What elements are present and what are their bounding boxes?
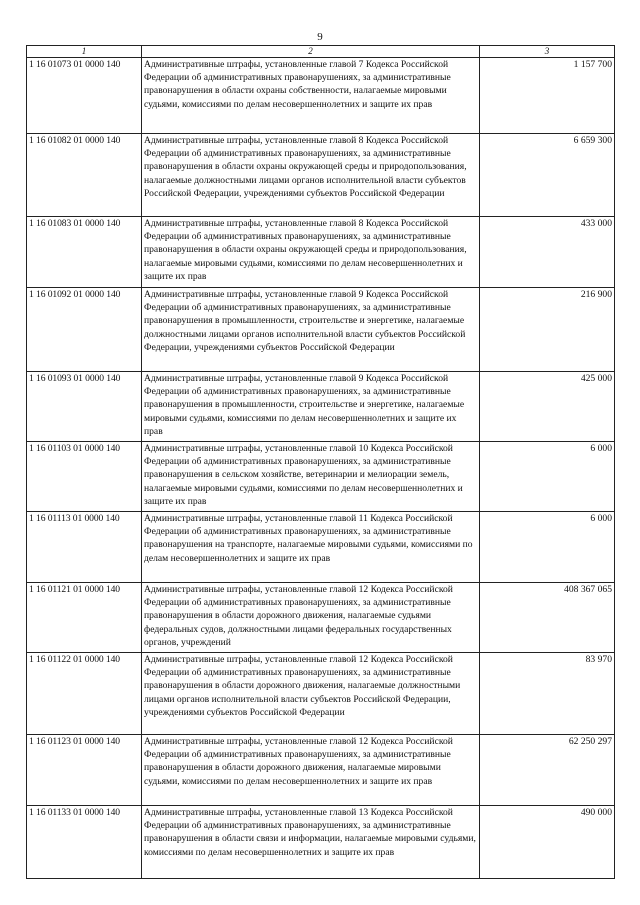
column-header-description: 2: [142, 46, 480, 58]
table-header-row: [27, 46, 615, 58]
row-amount: 425 000: [480, 372, 615, 442]
row-amount: 216 900: [480, 288, 615, 372]
row-code: 1 16 01083 01 0000 140: [27, 217, 142, 288]
row-amount: 433 000: [480, 217, 615, 288]
row-code: 1 16 01123 01 0000 140: [27, 735, 142, 806]
row-description: Административные штрафы, установленные главой 7 Кодекса Российской Федерации об административных правонарушениях, за административные правонарушения в области охраны собственности, налагаемые мировыми судьями, комиссиями по делам несовершеннолетних и защите их прав: [142, 58, 480, 134]
row-description: Административные штрафы, установленные главой 8 Кодекса Российской Федерации об административных правонарушениях, за административные правонарушения в области охраны окружающей среды и природопользования, налагаемые мировыми судьями, комиссиями по делам несовершеннолетних и защите их прав: [142, 217, 480, 288]
row-amount: 1 157 700: [480, 58, 615, 134]
row-code: 1 16 01133 01 0000 140: [27, 806, 142, 879]
row-code: 1 16 01092 01 0000 140: [27, 288, 142, 372]
column-header-code: 1: [27, 46, 142, 58]
row-code: 1 16 01121 01 0000 140: [27, 583, 142, 653]
row-description: Административные штрафы, установленные главой 9 Кодекса Российской Федерации об административных правонарушениях, за административные правонарушения в промышленности, строительстве и энергетике, налагаемые должностными лицами органов исполнительной власти субъектов Российской Федерации, учреждениями субъектов Российской Федерации: [142, 288, 480, 372]
row-amount: 6 659 300: [480, 134, 615, 217]
row-code: 1 16 01103 01 0000 140: [27, 442, 142, 512]
revenue-table: [26, 45, 615, 879]
row-code: 1 16 01093 01 0000 140: [27, 372, 142, 442]
row-amount: 6 000: [480, 442, 615, 512]
row-description: Административные штрафы, установленные главой 12 Кодекса Российской Федерации об административных правонарушениях, за административные правонарушения в области дорожного движения, налагаемые судьями федеральных судов, должностными лицами федеральных государственных органов, учреждений: [142, 583, 480, 653]
page-number: 9: [317, 31, 323, 43]
table-row: [27, 442, 615, 512]
row-description: Административные штрафы, установленные главой 12 Кодекса Российской Федерации об административных правонарушениях, за административные правонарушения в области дорожного движения, налагаемые должностными лицами органов исполнительной власти субъектов Российской Федерации, учреждениями субъектов Российской Федерации: [142, 653, 480, 735]
row-description: Административные штрафы, установленные главой 8 Кодекса Российской Федерации об административных правонарушениях, за административные правонарушения в области охраны окружающей среды и природопользования, налагаемые должностными лицами органов исполнительной власти субъектов Российской Федерации, учреждениями субъектов Российской Федерации: [142, 134, 480, 217]
table-row: [27, 512, 615, 583]
table-row: [27, 58, 615, 134]
table-row: [27, 735, 615, 806]
table-row: [27, 653, 615, 735]
column-header-amount: 3: [480, 46, 615, 58]
table-row: [27, 806, 615, 879]
row-code: 1 16 01113 01 0000 140: [27, 512, 142, 583]
row-code: 1 16 01122 01 0000 140: [27, 653, 142, 735]
row-code: 1 16 01073 01 0000 140: [27, 58, 142, 134]
row-description: Административные штрафы, установленные главой 13 Кодекса Российской Федерации об административных правонарушениях, за административные правонарушения в области связи и информации, налагаемые мировыми судьями, комиссиями по делам несовершеннолетних и защите их прав: [142, 806, 480, 879]
row-amount: 408 367 065: [480, 583, 615, 653]
row-code: 1 16 01082 01 0000 140: [27, 134, 142, 217]
row-description: Административные штрафы, установленные главой 9 Кодекса Российской Федерации об административных правонарушениях, за административные правонарушения в промышленности, строительстве и энергетике, налагаемые мировыми судьями, комиссиями по делам несовершеннолетних и защите их прав: [142, 372, 480, 442]
table-row: [27, 288, 615, 372]
row-description: Административные штрафы, установленные главой 12 Кодекса Российской Федерации об административных правонарушениях, за административные правонарушения в области дорожного движения, налагаемые мировыми судьями, комиссиями по делам несовершеннолетних и защите их прав: [142, 735, 480, 806]
row-description: Административные штрафы, установленные главой 10 Кодекса Российской Федерации об административных правонарушениях, за административные правонарушения в сельском хозяйстве, ветеринарии и мелиорации земель, налагаемые мировыми судьями, комиссиями по делам несовершеннолетних и защите их прав: [142, 442, 480, 512]
row-amount: 6 000: [480, 512, 615, 583]
table-row: [27, 217, 615, 288]
row-description: Административные штрафы, установленные главой 11 Кодекса Российской Федерации об административных правонарушениях, за административные правонарушения на транспорте, налагаемые мировыми судьями, комиссиями по делам несовершеннолетних и защите их прав: [142, 512, 480, 583]
table-row: [27, 583, 615, 653]
table-row: [27, 372, 615, 442]
row-amount: 62 250 297: [480, 735, 615, 806]
row-amount: 83 970: [480, 653, 615, 735]
row-amount: 490 000: [480, 806, 615, 879]
table-row: [27, 134, 615, 217]
